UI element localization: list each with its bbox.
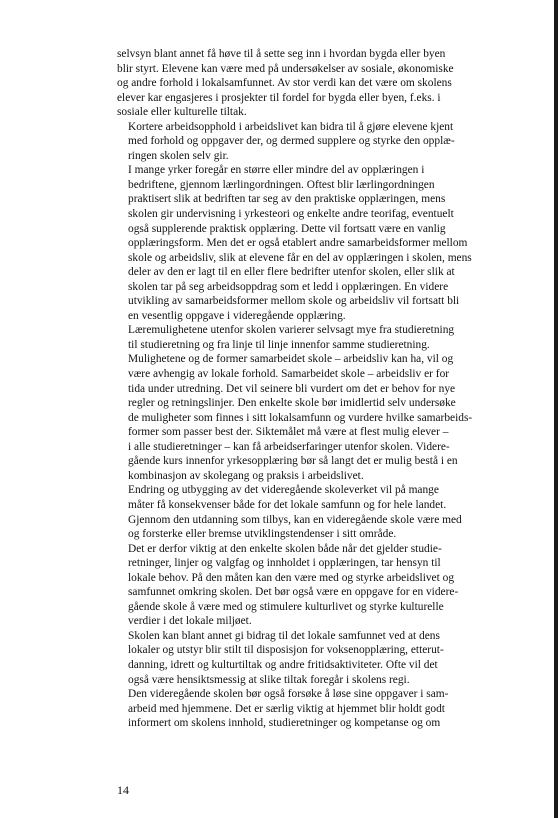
text-line: gående kurs innenfor yrkesopplæring bør så langt det er mulig bestå i en bbox=[128, 455, 458, 468]
text-line: Mulighetene og de former samarbeidet skole – arbeidsliv kan ha, vil og bbox=[128, 353, 454, 366]
text-line: blir styrt. Elevene kan være med på undersøkelser av sosiale, økonomiske bbox=[117, 62, 454, 75]
text-line: former som passer best der. Siktemålet må være at flest mulig elever – bbox=[128, 426, 449, 439]
text-line: også supplerende praktisk opplæring. Dette vil fortsatt være en vanlig bbox=[128, 222, 446, 235]
paragraph bbox=[117, 323, 525, 483]
text-line: informert om skolens innhold, studieretninger og kompetanse og om bbox=[128, 717, 441, 730]
text-line: samfunnet omkring skolen. Det bør også være en oppgave for en videre- bbox=[128, 586, 459, 599]
text-line: deler av den er lagt til en eller flere bedrifter utenfor skolen, eller slik at bbox=[128, 266, 455, 279]
text-line: kombinasjon av skolegang og praksis i arbeidslivet. bbox=[128, 469, 364, 482]
text-line: skolen gir undervisning i yrkesteori og enkelte andre teorifag, eventuelt bbox=[128, 208, 454, 221]
text-line: måter få konsekvenser både for det lokale samfunn og for hele landet. bbox=[128, 498, 447, 511]
text-line: Gjennom den utdanning som tilbys, kan en videregående skole være med bbox=[128, 513, 462, 526]
text-line: elever kar engasjeres i prosjekter til fordel for bygda eller byen, f.eks. i bbox=[117, 91, 441, 104]
text-line: opplæringsform. Men det er også etablert andre samarbeidsformer mellom bbox=[128, 237, 468, 250]
text-line: og andre forhold i lokalsamfunnet. Av stor verdi kan det være om skolens bbox=[117, 77, 452, 90]
text-line: ringen skolen selv gir. bbox=[128, 149, 229, 162]
text-line: Endring og utbygging av det videregående skoleverket vil på mange bbox=[128, 484, 439, 497]
document-body bbox=[117, 47, 525, 731]
text-line: tida under utredning. Det vil seinere bli vurdert om det er behov for nye bbox=[128, 382, 456, 395]
text-line: skolen tar på seg arbeidsoppdrag som et ledd i opplæringen. En videre bbox=[128, 280, 449, 293]
text-line: verdier i det lokale miljøet. bbox=[128, 615, 252, 628]
text-line: lokaler og utstyr blir stilt til disposisjon for voksenopplæring, etterut- bbox=[128, 644, 444, 657]
text-line: sosiale eller kulturelle tiltak. bbox=[117, 106, 247, 119]
text-line: I mange yrker foregår en større eller mindre del av opplæringen i bbox=[128, 164, 425, 177]
text-line: og forsterke eller bremse utviklingstendenser i sitt område. bbox=[128, 528, 397, 541]
paragraph bbox=[117, 163, 525, 323]
text-line: Læremulighetene utenfor skolen varierer selvsagt mye fra studieretning bbox=[128, 324, 455, 337]
paragraph bbox=[117, 629, 525, 687]
paragraph bbox=[117, 542, 525, 629]
text-line: Kortere arbeidsopphold i arbeidslivet kan bidra til å gjøre elevene kjent bbox=[128, 120, 454, 133]
paragraph bbox=[117, 120, 525, 164]
page-number: 14 bbox=[117, 783, 129, 797]
paragraph bbox=[117, 47, 525, 120]
text-line: selvsyn blant annet få høve til å sette seg inn i hvordan bygda eller byen bbox=[117, 48, 446, 60]
page-edge-shadow bbox=[554, 0, 558, 818]
text-line: lokale behov. På den måten kan den være med og styrke arbeidslivet og bbox=[128, 571, 455, 584]
text-line: en vesentlig oppgave i videregående opplæring. bbox=[128, 309, 346, 322]
text-line: til studieretning og fra linje til linje innenfor samme studieretning. bbox=[128, 338, 430, 351]
text-line: gående skole å være med og stimulere kulturlivet og styrke kulturelle bbox=[128, 600, 444, 613]
text-line: regler og retningslinjer. Den enkelte skole bør imidlertid selv undersøke bbox=[128, 397, 456, 410]
text-line: bedriftene, gjennom lærlingordningen. Oftest blir lærlingordningen bbox=[128, 178, 435, 191]
text-line: Den videregående skolen bør også forsøke å løse sine oppgaver i sam- bbox=[128, 688, 449, 701]
text-line: i alle studieretninger – kan få arbeidserfaringer utenfor skolen. Videre- bbox=[128, 440, 450, 453]
text-line: arbeid med hjemmene. Det er særlig viktig at hjemmet blir holdt godt bbox=[128, 702, 445, 715]
text-line: retninger, linjer og valgfag og innholdet i opplæringen, tar hensyn til bbox=[128, 557, 441, 570]
paragraph bbox=[117, 687, 525, 731]
text-line: Det er derfor viktig at den enkelte skolen både når det gjelder studie- bbox=[128, 542, 442, 555]
text-line: med forhold og oppgaver der, og dermed supplere og styrke den opplæ- bbox=[128, 135, 455, 148]
text-line: utvikling av samarbeidsformer mellom skole og arbeidsliv vil fortsatt bli bbox=[128, 295, 460, 308]
text-line: danning, idrett og kulturtiltak og andre fritidsaktiviteter. Ofte vil det bbox=[128, 658, 438, 671]
text-line: Skolen kan blant annet gi bidrag til det lokale samfunnet ved at dens bbox=[128, 629, 440, 642]
text-line: praktisert slik at bedriften tar seg av den praktiske opplæringen, mens bbox=[128, 193, 446, 206]
text-line: også være hensiktsmessig at slike tiltak foregår i skolens regi. bbox=[128, 673, 410, 686]
text-line: være avhengig av lokale forhold. Samarbeidet skole – arbeidsliv er for bbox=[128, 368, 450, 381]
text-line: skole og arbeidsliv, slik at elevene får en del av opplæringen i skolen, mens bbox=[128, 251, 472, 264]
text-line: de muligheter som finnes i sitt lokalsamfunn og vurdere hvilke samarbeids- bbox=[128, 411, 473, 424]
paragraph bbox=[117, 483, 525, 541]
